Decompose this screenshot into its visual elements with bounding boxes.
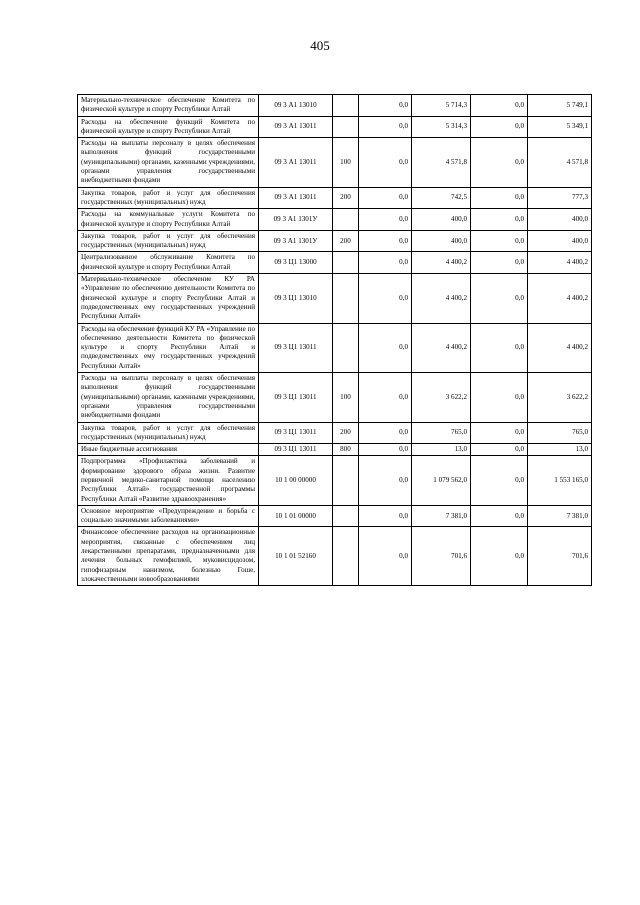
row-value-1-cell: 0,0 [359, 252, 412, 274]
row-value-1-cell: 0,0 [359, 274, 412, 323]
row-code-cell: 10 1 01 52160 [259, 527, 333, 586]
table-row [78, 323, 592, 372]
row-value-2-cell: 13,0 [412, 444, 471, 456]
row-value-2-cell: 4 400,2 [412, 323, 471, 372]
row-value-4-cell: 5 749,1 [528, 95, 592, 117]
row-value-1-cell: 0,0 [359, 323, 412, 372]
row-expense-type-cell [333, 505, 359, 527]
row-code-cell: 10 1 01 00000 [259, 505, 333, 527]
row-expense-type-cell [333, 527, 359, 586]
row-expense-type-cell: 200 [333, 187, 359, 209]
row-expense-type-cell: 100 [333, 138, 359, 187]
row-value-4-cell: 765,0 [528, 422, 592, 444]
row-code-cell: 09 3 А1 13010 [259, 95, 333, 117]
row-name-cell: Материально-техническое обеспечение КУ РА «Управление по обеспечению деятельности Комитета по физической культуре и спорту Республики Алтай и подведомственных ему государственных учреждений Республики Алтай» [78, 274, 259, 323]
row-value-1-cell: 0,0 [359, 456, 412, 505]
row-value-4-cell: 7 381,0 [528, 505, 592, 527]
row-value-3-cell: 0,0 [471, 138, 528, 187]
row-value-4-cell: 400,0 [528, 209, 592, 231]
row-value-3-cell: 0,0 [471, 527, 528, 586]
row-value-1-cell: 0,0 [359, 138, 412, 187]
table-row [78, 230, 592, 252]
table-row [78, 456, 592, 505]
row-value-1-cell: 0,0 [359, 230, 412, 252]
row-value-1-cell: 0,0 [359, 187, 412, 209]
row-value-1-cell: 0,0 [359, 373, 412, 422]
row-value-3-cell: 0,0 [471, 95, 528, 117]
row-value-3-cell: 0,0 [471, 187, 528, 209]
row-value-1-cell: 0,0 [359, 505, 412, 527]
table-row [78, 527, 592, 586]
row-code-cell: 09 3 Ц1 13011 [259, 422, 333, 444]
row-value-3-cell: 0,0 [471, 116, 528, 138]
row-value-3-cell: 0,0 [471, 373, 528, 422]
row-name-cell: Закупка товаров, работ и услуг для обеспечения государственных (муниципальных) нужд [78, 422, 259, 444]
row-value-3-cell: 0,0 [471, 323, 528, 372]
row-name-cell: Расходы на выплаты персоналу в целях обеспечения выполнения функций государственными (муниципальными) органами, казенными учреждениями, органами управления государственными внебюджетными фондами [78, 138, 259, 187]
row-name-cell: Подпрограмма «Профилактика заболеваний и формирование здорового образа жизни. Развитие первичной медико-санитарной помощи населению Республики Алтай» государственной программы Республики Алтай «Развитие здравоохранения» [78, 456, 259, 505]
row-expense-type-cell: 200 [333, 422, 359, 444]
row-value-1-cell: 0,0 [359, 209, 412, 231]
row-value-2-cell: 7 381,0 [412, 505, 471, 527]
row-value-2-cell: 400,0 [412, 209, 471, 231]
row-value-3-cell: 0,0 [471, 505, 528, 527]
row-name-cell: Финансовое обеспечение расходов на организационные мероприятия, связанные с обеспечением лиц лекарственными препаратами, предназначенными для лечения больных гемофилией, муковисцидозом, гипофизарным нанизмом, болезнью Гоше, злокачественными новообразованиями [78, 527, 259, 586]
row-name-cell: Закупка товаров, работ и услуг для обеспечения государственных (муниципальных) нужд [78, 230, 259, 252]
row-value-4-cell: 4 400,2 [528, 252, 592, 274]
table-row [78, 138, 592, 187]
row-value-2-cell: 4 571,8 [412, 138, 471, 187]
budget-table [77, 94, 592, 586]
row-value-4-cell: 777,3 [528, 187, 592, 209]
row-value-2-cell: 5 714,3 [412, 95, 471, 117]
row-name-cell: Закупка товаров, работ и услуг для обеспечения государственных (муниципальных) нужд [78, 187, 259, 209]
page-number: 405 [310, 38, 330, 53]
row-code-cell: 09 3 А1 13011 [259, 138, 333, 187]
row-code-cell: 09 3 А1 13011 [259, 187, 333, 209]
row-code-cell: 09 3 Ц1 13011 [259, 323, 333, 372]
row-value-1-cell: 0,0 [359, 95, 412, 117]
row-value-2-cell: 400,0 [412, 230, 471, 252]
table-row [78, 95, 592, 117]
row-code-cell: 09 3 А1 1301У [259, 209, 333, 231]
row-name-cell: Расходы на выплаты персоналу в целях обеспечения выполнения функций государственными (муниципальными) органами, казенными учреждениями, органами управления государственными внебюджетными фондами [78, 373, 259, 422]
row-code-cell: 09 3 А1 1301У [259, 230, 333, 252]
table-row [78, 116, 592, 138]
row-name-cell: Централизованное обслуживание Комитета по физической культуре и спорту Республики Алтай [78, 252, 259, 274]
row-code-cell: 09 3 Ц1 13011 [259, 444, 333, 456]
row-value-4-cell: 5 349,1 [528, 116, 592, 138]
table-row [78, 422, 592, 444]
row-value-4-cell: 4 400,2 [528, 274, 592, 323]
row-code-cell: 09 3 Ц1 13000 [259, 252, 333, 274]
row-value-2-cell: 5 314,3 [412, 116, 471, 138]
row-expense-type-cell: 800 [333, 444, 359, 456]
row-code-cell: 09 3 Ц1 13010 [259, 274, 333, 323]
row-expense-type-cell [333, 252, 359, 274]
row-value-4-cell: 13,0 [528, 444, 592, 456]
row-value-4-cell: 701,6 [528, 527, 592, 586]
row-value-3-cell: 0,0 [471, 422, 528, 444]
row-code-cell: 09 3 А1 13011 [259, 116, 333, 138]
table-row [78, 373, 592, 422]
row-value-2-cell: 3 622,2 [412, 373, 471, 422]
row-name-cell: Материально-техническое обеспечение Комитета по физической культуре и спорту Республики Алтай [78, 95, 259, 117]
table-row [78, 252, 592, 274]
row-value-3-cell: 0,0 [471, 252, 528, 274]
row-expense-type-cell [333, 209, 359, 231]
row-value-3-cell: 0,0 [471, 456, 528, 505]
row-expense-type-cell: 200 [333, 230, 359, 252]
row-value-1-cell: 0,0 [359, 116, 412, 138]
row-value-4-cell: 3 622,2 [528, 373, 592, 422]
table-row [78, 209, 592, 231]
row-value-2-cell: 1 079 562,0 [412, 456, 471, 505]
row-name-cell: Расходы на обеспечение функций Комитета по физической культуре и спорту Республики Алтай [78, 116, 259, 138]
row-code-cell: 10 1 00 00000 [259, 456, 333, 505]
row-value-1-cell: 0,0 [359, 422, 412, 444]
row-value-2-cell: 701,6 [412, 527, 471, 586]
row-value-1-cell: 0,0 [359, 527, 412, 586]
row-expense-type-cell [333, 323, 359, 372]
table-row [78, 187, 592, 209]
row-expense-type-cell [333, 116, 359, 138]
row-name-cell: Расходы на обеспечение функций КУ РА «Управление по обеспечению деятельности Комитета по физической культуре и спорту Республики Алтай и подведомственных ему государственных учреждений Республики Алтай» [78, 323, 259, 372]
row-expense-type-cell [333, 274, 359, 323]
row-value-3-cell: 0,0 [471, 444, 528, 456]
row-value-3-cell: 0,0 [471, 209, 528, 231]
row-value-2-cell: 4 400,2 [412, 274, 471, 323]
row-value-4-cell: 1 553 165,0 [528, 456, 592, 505]
row-name-cell: Иные бюджетные ассигнования [78, 444, 259, 456]
row-expense-type-cell: 100 [333, 373, 359, 422]
row-expense-type-cell [333, 456, 359, 505]
row-value-2-cell: 4 400,2 [412, 252, 471, 274]
table-row [78, 274, 592, 323]
table-row [78, 505, 592, 527]
row-value-4-cell: 400,0 [528, 230, 592, 252]
table-row [78, 444, 592, 456]
row-value-4-cell: 4 571,8 [528, 138, 592, 187]
row-code-cell: 09 3 Ц1 13011 [259, 373, 333, 422]
row-expense-type-cell [333, 95, 359, 117]
row-name-cell: Основное мероприятие «Предупреждение и борьба с социально значимыми заболеваниями» [78, 505, 259, 527]
row-value-2-cell: 765,0 [412, 422, 471, 444]
row-value-1-cell: 0,0 [359, 444, 412, 456]
row-value-2-cell: 742,5 [412, 187, 471, 209]
row-value-3-cell: 0,0 [471, 274, 528, 323]
row-value-4-cell: 4 400,2 [528, 323, 592, 372]
row-value-3-cell: 0,0 [471, 230, 528, 252]
row-name-cell: Расходы на коммунальные услуги Комитета по физической культуре и спорту Республики Алтай [78, 209, 259, 231]
